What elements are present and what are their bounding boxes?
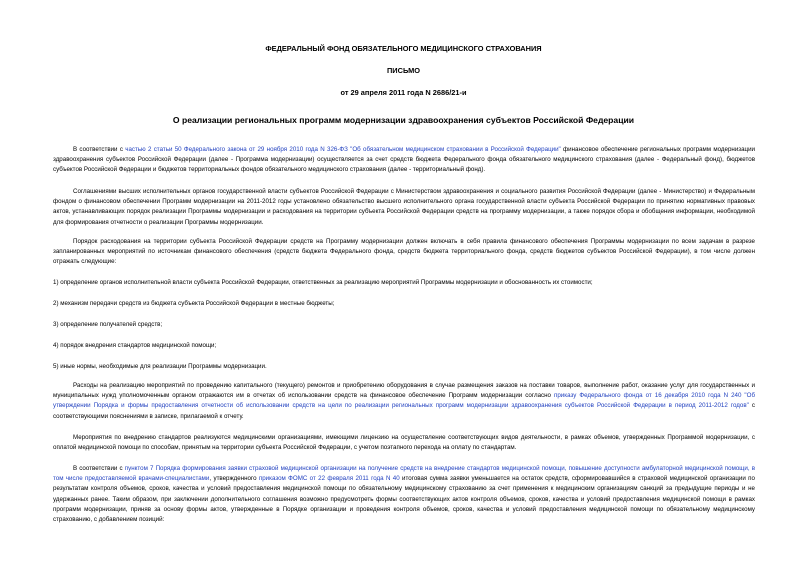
issuer-heading: ФЕДЕРАЛЬНЫЙ ФОНД ОБЯЗАТЕЛЬНОГО МЕДИЦИНСКОГО СТРАХОВАНИЯ [265,44,542,53]
law-326-link[interactable]: частью 2 статьи 50 Федерального закона от 29 ноября 2010 года N 326-ФЗ "Об обязательном медицинском страховании в Российской Федерации" [125,146,561,153]
paragraph-6-pre: В соответствии с [73,465,125,472]
paragraph-6-mid: , утвержденного [209,475,259,483]
paragraph-2: Соглашениями высших исполнительных органов государственной власти субъектов Российской Федерации с Министерством здравоохранения и социального развития Российской Федерации (далее - Министерство) и Федеральным фондом о финансовом обеспечении Программ модернизации на 2011-2012 годы установлено обязательство высшего исполнительного органа государственной власти субъекта Российской Федерации по принятию нормативных правовых актов, устанавливающих порядок реализации Программы модернизации и расходования на территории субъекта Российской Федерации средств на программу модернизации, а также порядок сбора и обобщения информации, необходимой для формирования отчетности о реализации Программы модернизации. [53,188,755,226]
paragraph-6 [53,464,755,525]
paragraph-6-post: итоговая сумма заявки уменьшается на остаток средств, сформировавшийся в страховой медицинской организации по результатам контроля объемов, сроков, качества и условий предоставления медицинской помощи по обязательному медицинскому страхованию за счет применения к медицинским организациям санкций за предыдущие периоды и не удержанных ранее. Таким образом, при заключении дополнительного соглашения возможно предусмотреть формы соответствующих актов контроля объемов, сроков, качества и условий предоставления медицинской помощи в рамках программ модернизации, приняв за основу формы актов, утвержденные в Порядке организации и проведения контроля объемов, сроков, качества и условий предоставления медицинской помощи по обязательному медицинскому страхованию, с добавлением позиций: [53,475,755,524]
paragraph-3: Порядок расходования на территории субъекта Российской Федерации средств на Программу модернизации должен включать в себя правила финансового обеспечения Программы модернизации по всем задачам в разрезе запланированных мероприятий по источникам финансового обеспечения (средств бюджета Федерального фонда, средств бюджета территориального фонда, средств бюджетов субъектов Российской Федерации), в том числе должен отражать следующие: [53,238,755,266]
document-subject: О реализации региональных программ модернизации здравоохранения субъектов Российской Федерации [172,115,635,125]
paragraph-4 [53,381,755,422]
paragraph-5: Мероприятия по внедрению стандартов реализуются медицинскими организациями, имеющими лицензию на осуществление соответствующих видов деятельности, в рамках объемов, утвержденных Программой модернизации, с оплатой медицинской помощи по способам, принятым на территории субъекта Российской Федерации, с учетом поэтапного перехода на оплату по стандартам. [53,434,755,452]
paragraph-4-post: с соответствующими пояснениями в записке, прилагаемой к отчету. [53,402,755,420]
claim-procedure-link[interactable]: пунктом 7 Порядка формирования заявки страховой медицинской организации на получение средств на внедрение стандартов медицинской помощи, повышение доступности амбулаторной медицинской помощи, в том числе предоставляемой врачами-специалистами [53,465,755,483]
order-240-link[interactable]: приказу Федерального фонда от 16 декабря 2010 года N 240 "Об утверждении Порядка и формы предоставления отчетности об использовании средств на цели по реализации региональных программ модернизации здравоохранения субъектов Российской Федерации в период 2011-2012 годов" [53,392,755,410]
paragraph-1 [53,145,755,176]
list-item-4: 4) порядок внедрения стандартов медицинской помощи; [53,342,217,349]
paragraph-4-pre: Расходы на реализацию мероприятий по проведению капитального (текущего) ремонтов и приобретению оборудования в случае размещения заказов на поставки товаров, выполнение работ, оказание услуг для государственных и муниципальных нужд уполномоченным органом отражаются им в отчетах об использовании средств на финансовое обеспечение Программ модернизации согласно [53,382,755,400]
document-type: ПИСЬМО [387,66,420,75]
order-40-link[interactable]: приказом ФОМС от 22 февраля 2011 года N 40 [258,475,400,483]
paragraph-1-pre: В соответствии с [73,146,126,153]
list-item-1: 1) определение органов исполнительной власти субъекта Российской Федерации, ответственных за реализацию мероприятий Программы модернизации и обоснованность их стоимости; [53,279,593,286]
list-item-2: 2) механизм передачи средств из бюджета субъекта Российской Федерации в местные бюджеты; [53,300,335,307]
paragraph-1-post: финансовое обеспечение региональных программ модернизации здравоохранения субъектов Российской Федерации (далее - Программа модернизации) осуществляется за счет средств бюджета Федерального фонда обязательного медицинского страхования (далее - Федеральный фонд), бюджетов субъектов Российской Федерации и бюджетов территориальных фондов обязательного медицинского страхования (далее - территориальный фонд). [53,146,756,174]
list-item-3: 3) определение получателей средств; [53,321,163,328]
list-item-5: 5) иные нормы, необходимые для реализации Программы модернизации. [53,363,267,370]
document-date-number: от 29 апреля 2011 года N 2686/21-и [340,88,467,97]
